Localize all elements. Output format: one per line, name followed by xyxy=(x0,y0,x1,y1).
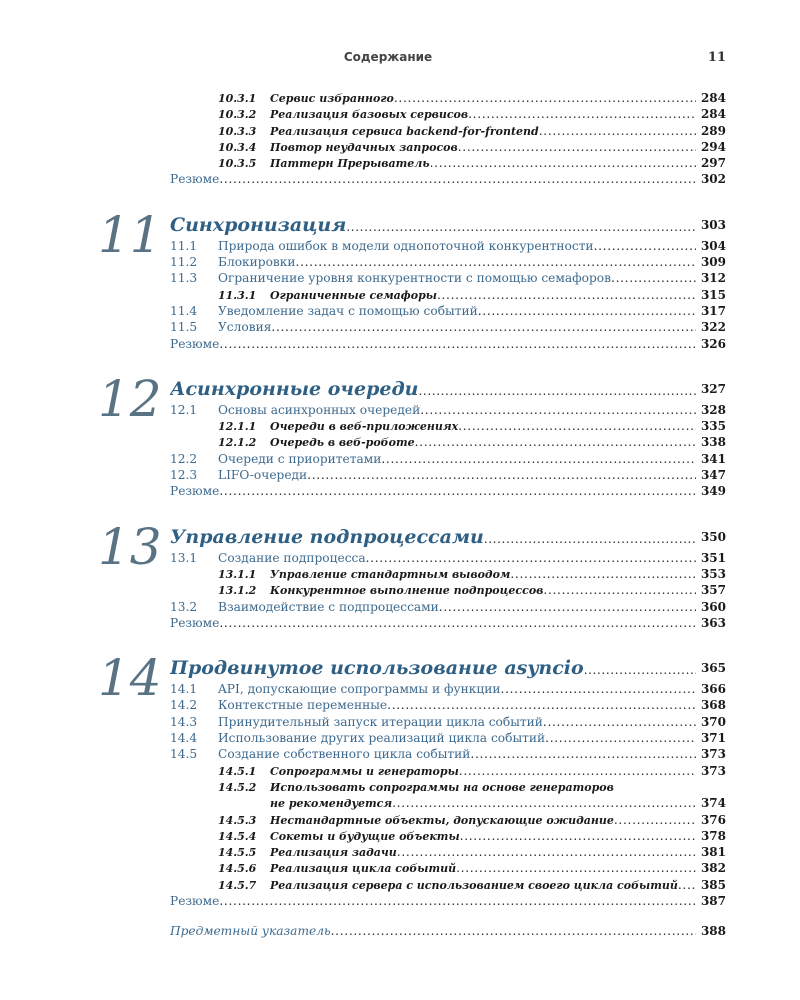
toc-summary-entry[interactable] xyxy=(170,615,726,631)
entry-leader xyxy=(170,106,696,123)
entry-title: Принудительный запуск итерации цикла событий xyxy=(218,714,543,729)
entry-page: 284 xyxy=(700,107,726,122)
entry-page: 387 xyxy=(700,893,726,908)
entry-title: Сокеты и будущие объекты xyxy=(270,829,460,843)
entry-title: Конкурентное выполнение подпроцессов xyxy=(270,584,544,598)
entry-title: LIFO-очереди xyxy=(218,468,308,483)
toc-section-entry[interactable] xyxy=(170,303,726,319)
entry-number: 10.3.2 xyxy=(218,108,257,122)
entry-first-line xyxy=(170,779,614,796)
entry-page: 370 xyxy=(700,714,726,729)
toc-section-entry[interactable] xyxy=(170,681,726,697)
toc-subsection-continuation[interactable] xyxy=(170,795,726,811)
entry-number: 11.1 xyxy=(170,238,198,253)
entry-leader xyxy=(170,90,696,107)
chapter-number: 11 xyxy=(98,205,162,264)
entry-leader xyxy=(170,860,696,877)
entry-title: Резюме xyxy=(170,484,220,499)
entry-leader xyxy=(170,582,696,599)
entry-page: 302 xyxy=(700,172,726,187)
chapter-page: 303 xyxy=(700,217,726,232)
entry-title: Создание подпроцесса xyxy=(218,550,366,565)
entry-leader xyxy=(170,171,696,187)
entry-number: 11.4 xyxy=(170,303,198,318)
toc-subsection-entry[interactable] xyxy=(170,582,726,598)
chapter-gap xyxy=(0,631,800,645)
entry-leader xyxy=(170,615,696,631)
entry-number: 13.1 xyxy=(170,550,198,565)
toc-subsection-entry[interactable] xyxy=(170,877,726,893)
entry-title: Взаимодействие с подпроцессами xyxy=(218,599,439,614)
entry-leader xyxy=(170,681,696,697)
entry-page: 363 xyxy=(700,615,726,630)
chapter-number: 13 xyxy=(98,517,162,576)
entry-page: 353 xyxy=(700,566,726,581)
entry-leader xyxy=(170,763,696,780)
entry-leader xyxy=(170,877,696,894)
entry-leader xyxy=(170,893,696,909)
toc-section-entry[interactable] xyxy=(170,254,726,270)
entry-leader xyxy=(170,254,696,270)
toc-subsection-entry[interactable] xyxy=(170,434,726,450)
entry-title: Сопрограммы и генераторы xyxy=(270,764,459,778)
entry-number: 11.3 xyxy=(170,271,198,286)
toc-section-entry[interactable] xyxy=(170,451,726,467)
entry-leader xyxy=(170,828,696,845)
header-title: Содержание xyxy=(343,50,433,64)
entry-page: 349 xyxy=(700,484,726,499)
entry-leader xyxy=(270,795,696,812)
entry-number: 11.3.1 xyxy=(218,288,257,302)
entry-number: 14.5.3 xyxy=(218,813,257,827)
entry-page: 322 xyxy=(700,320,726,335)
entry-page: 304 xyxy=(700,238,726,253)
entry-title: Повтор неудачных запросов xyxy=(270,140,458,154)
chapter-page: 327 xyxy=(700,381,726,396)
toc-section-entry[interactable] xyxy=(170,599,726,615)
entry-page: 289 xyxy=(700,123,726,138)
entry-number: 14.2 xyxy=(170,698,198,713)
entry-leader xyxy=(170,812,696,829)
toc-section-entry[interactable] xyxy=(170,550,726,566)
entry-title: Контекстные переменные xyxy=(218,698,388,713)
entry-title: Резюме xyxy=(170,336,220,351)
entry-number: 12.1.1 xyxy=(218,420,257,434)
toc-subsection-entry[interactable] xyxy=(170,828,726,844)
entry-leader xyxy=(170,155,696,172)
entry-number: 14.5.2 xyxy=(218,780,257,794)
entry-title: Управление стандартным выводом xyxy=(270,567,511,581)
entry-page: 373 xyxy=(700,763,726,778)
entry-leader xyxy=(170,714,696,730)
entry-title: Очереди в веб-приложениях xyxy=(270,420,459,434)
entry-number: 11.2 xyxy=(170,255,198,270)
entry-title: Основы асинхронных очередей xyxy=(218,402,421,417)
entry-page: 341 xyxy=(700,451,726,466)
entry-leader xyxy=(170,483,696,499)
entry-number: 14.3 xyxy=(170,714,198,729)
toc-summary-entry[interactable] xyxy=(170,336,726,352)
entry-leader xyxy=(170,844,696,861)
toc-section-entry[interactable] xyxy=(170,402,726,418)
entry-leader xyxy=(170,270,696,286)
entry-leader xyxy=(170,139,696,156)
chapter-page: 350 xyxy=(700,529,726,544)
entry-page: 357 xyxy=(700,583,726,598)
entry-title: Создание собственного цикла событий xyxy=(218,747,471,762)
entry-leader xyxy=(170,238,696,254)
index-gap xyxy=(0,909,800,923)
toc-summary-entry[interactable] xyxy=(170,171,726,187)
toc-subsection-entry[interactable] xyxy=(170,139,726,155)
entry-leader xyxy=(170,599,696,615)
entry-number: 14.5 xyxy=(170,747,198,762)
chapter-title: Синхронизация xyxy=(170,213,347,236)
entry-page: 284 xyxy=(700,91,726,105)
entry-number: 10.3.1 xyxy=(218,92,257,105)
entry-page: 376 xyxy=(700,812,726,827)
entry-number: 13.1.1 xyxy=(218,567,257,581)
chapter-number: 14 xyxy=(98,649,162,708)
chapter-gap xyxy=(0,352,800,366)
running-header xyxy=(0,50,800,68)
entry-leader xyxy=(170,746,696,762)
toc-subsection-entry[interactable] xyxy=(170,155,726,171)
entry-title: Условия xyxy=(218,320,272,335)
entry-leader xyxy=(170,123,696,140)
entry-title: Реализация сервиса backend-for-frontend xyxy=(270,124,539,138)
entry-leader xyxy=(170,550,696,566)
toc-subsection-entry[interactable] xyxy=(170,763,726,779)
entry-number: 13.1.2 xyxy=(218,584,257,598)
entry-title: Реализация цикла событий xyxy=(270,862,457,876)
entry-number: 12.3 xyxy=(170,468,198,483)
chapter-gap xyxy=(0,500,800,514)
chapter-leader xyxy=(170,212,696,240)
entry-number: 10.3.3 xyxy=(218,124,257,138)
entry-leader xyxy=(170,730,696,746)
entry-title: Ограниченные семафоры xyxy=(270,288,437,302)
entry-page: 360 xyxy=(700,599,726,614)
entry-number: 12.1 xyxy=(170,402,198,417)
entry-leader xyxy=(170,319,696,335)
entry-leader xyxy=(170,434,696,451)
table-of-contents xyxy=(0,90,800,940)
entry-number: 14.1 xyxy=(170,682,198,697)
toc-section-entry[interactable] xyxy=(170,697,726,713)
entry-page: 315 xyxy=(700,287,726,302)
entry-page: 388 xyxy=(700,924,726,939)
entry-page: 328 xyxy=(700,402,726,417)
toc-section-entry[interactable] xyxy=(170,270,726,286)
chapter-title: Управление подпроцессами xyxy=(170,525,484,548)
chapter-title: Асинхронные очереди xyxy=(170,377,419,400)
entry-leader xyxy=(170,336,696,352)
entry-title: Резюме xyxy=(170,893,220,908)
entry-title: Использование других реализаций цикла событий xyxy=(218,731,546,746)
toc-subsection-entry[interactable] xyxy=(170,106,726,122)
chapter-gap xyxy=(0,188,800,202)
entry-page: 338 xyxy=(700,435,726,450)
entry-title: Предметный указатель xyxy=(170,924,331,939)
entry-title: Резюме xyxy=(170,172,220,187)
entry-title: Использовать сопрограммы на основе генераторов xyxy=(270,780,614,794)
entry-page: 335 xyxy=(700,419,726,434)
toc-section-entry[interactable] xyxy=(170,238,726,254)
entry-page: 351 xyxy=(700,550,726,565)
toc-section-entry[interactable] xyxy=(170,746,726,762)
entry-title: Паттерн Прерыватель xyxy=(270,157,430,171)
entry-page: 312 xyxy=(700,271,726,286)
toc-section-entry[interactable] xyxy=(170,467,726,483)
chapter-title: Продвинутое использование asyncio xyxy=(170,657,584,680)
entry-page: 294 xyxy=(700,139,726,154)
entry-title-continued: не рекомендуется xyxy=(270,797,393,811)
entry-page: 373 xyxy=(700,747,726,762)
entry-page: 381 xyxy=(700,845,726,860)
entry-page: 317 xyxy=(700,303,726,318)
toc-subsection-entry[interactable] xyxy=(170,90,726,106)
entry-page: 309 xyxy=(700,255,726,270)
entry-number: 14.5.1 xyxy=(218,764,257,778)
entry-number: 14.5.7 xyxy=(218,878,257,892)
entry-title: Ограничение уровня конкурентности с помощью семафоров xyxy=(218,271,612,286)
entry-title: Нестандартные объекты, допускающие ожидание xyxy=(270,813,614,827)
toc-subsection-entry[interactable] xyxy=(170,418,726,434)
entry-page: 378 xyxy=(700,828,726,843)
entry-title: Очереди с приоритетами xyxy=(218,451,382,466)
toc-subsection-entry[interactable] xyxy=(170,812,726,828)
entry-number: 14.5.4 xyxy=(218,829,257,843)
entry-leader xyxy=(170,303,696,319)
entry-leader xyxy=(170,287,696,304)
entry-title: Реализация сервера с использованием своего цикла событий xyxy=(270,878,678,892)
entry-number: 11.5 xyxy=(170,320,198,335)
toc-section-entry[interactable] xyxy=(170,730,726,746)
entry-page: 326 xyxy=(700,336,726,351)
entry-title: Очередь в веб-роботе xyxy=(270,436,415,450)
entry-title: API, допускающие сопрограммы и функции xyxy=(218,682,501,697)
entry-title: Резюме xyxy=(170,615,220,630)
entry-number: 10.3.4 xyxy=(218,140,257,154)
entry-leader xyxy=(170,418,696,435)
chapter-leader xyxy=(170,524,696,552)
toc-section-entry[interactable] xyxy=(170,714,726,730)
entry-page: 366 xyxy=(700,682,726,697)
entry-page: 368 xyxy=(700,698,726,713)
entry-page: 347 xyxy=(700,468,726,483)
entry-page: 297 xyxy=(700,156,726,171)
toc-subsection-entry[interactable] xyxy=(170,844,726,860)
entry-page: 382 xyxy=(700,861,726,876)
toc-subsection-entry[interactable] xyxy=(170,287,726,303)
entry-leader xyxy=(170,923,696,939)
chapter-leader xyxy=(170,655,696,683)
toc-summary-entry[interactable] xyxy=(170,893,726,909)
entry-title: Сервис избранного xyxy=(270,92,394,105)
toc-subsection-entry[interactable] xyxy=(170,566,726,582)
entry-number: 13.2 xyxy=(170,599,198,614)
entry-number: 14.5.6 xyxy=(218,862,257,876)
toc-subsection-entry[interactable] xyxy=(170,860,726,876)
entry-leader xyxy=(170,566,696,583)
toc-index-entry[interactable] xyxy=(170,923,726,939)
chapter-leader xyxy=(170,376,696,404)
entry-number: 14.5.5 xyxy=(218,846,257,860)
chapter-number: 12 xyxy=(98,369,162,428)
entry-leader xyxy=(170,697,696,713)
toc-subsection-entry[interactable] xyxy=(170,779,726,795)
entry-title: Уведомление задач с помощью событий xyxy=(218,303,478,318)
entry-title: Реализация задачи xyxy=(270,846,397,860)
toc-subsection-entry[interactable] xyxy=(170,123,726,139)
entry-number: 12.1.2 xyxy=(218,436,257,450)
entry-number: 12.2 xyxy=(170,451,198,466)
entry-title: Природа ошибок в модели однопоточной конкурентности xyxy=(218,238,594,253)
entry-number: 10.3.5 xyxy=(218,157,257,171)
entry-number: 14.4 xyxy=(170,731,198,746)
header-page-number: 11 xyxy=(707,50,726,65)
entry-leader xyxy=(170,467,696,483)
entry-leader xyxy=(170,402,696,418)
entry-title: Блокировки xyxy=(218,255,296,270)
toc-section-entry[interactable] xyxy=(170,319,726,335)
entry-leader xyxy=(170,451,696,467)
entry-page: 385 xyxy=(700,877,726,892)
entry-title: Реализация базовых сервисов xyxy=(270,108,469,122)
entry-page: 374 xyxy=(700,796,726,811)
entry-page: 371 xyxy=(700,731,726,746)
chapter-page: 365 xyxy=(700,661,726,676)
toc-summary-entry[interactable] xyxy=(170,483,726,499)
